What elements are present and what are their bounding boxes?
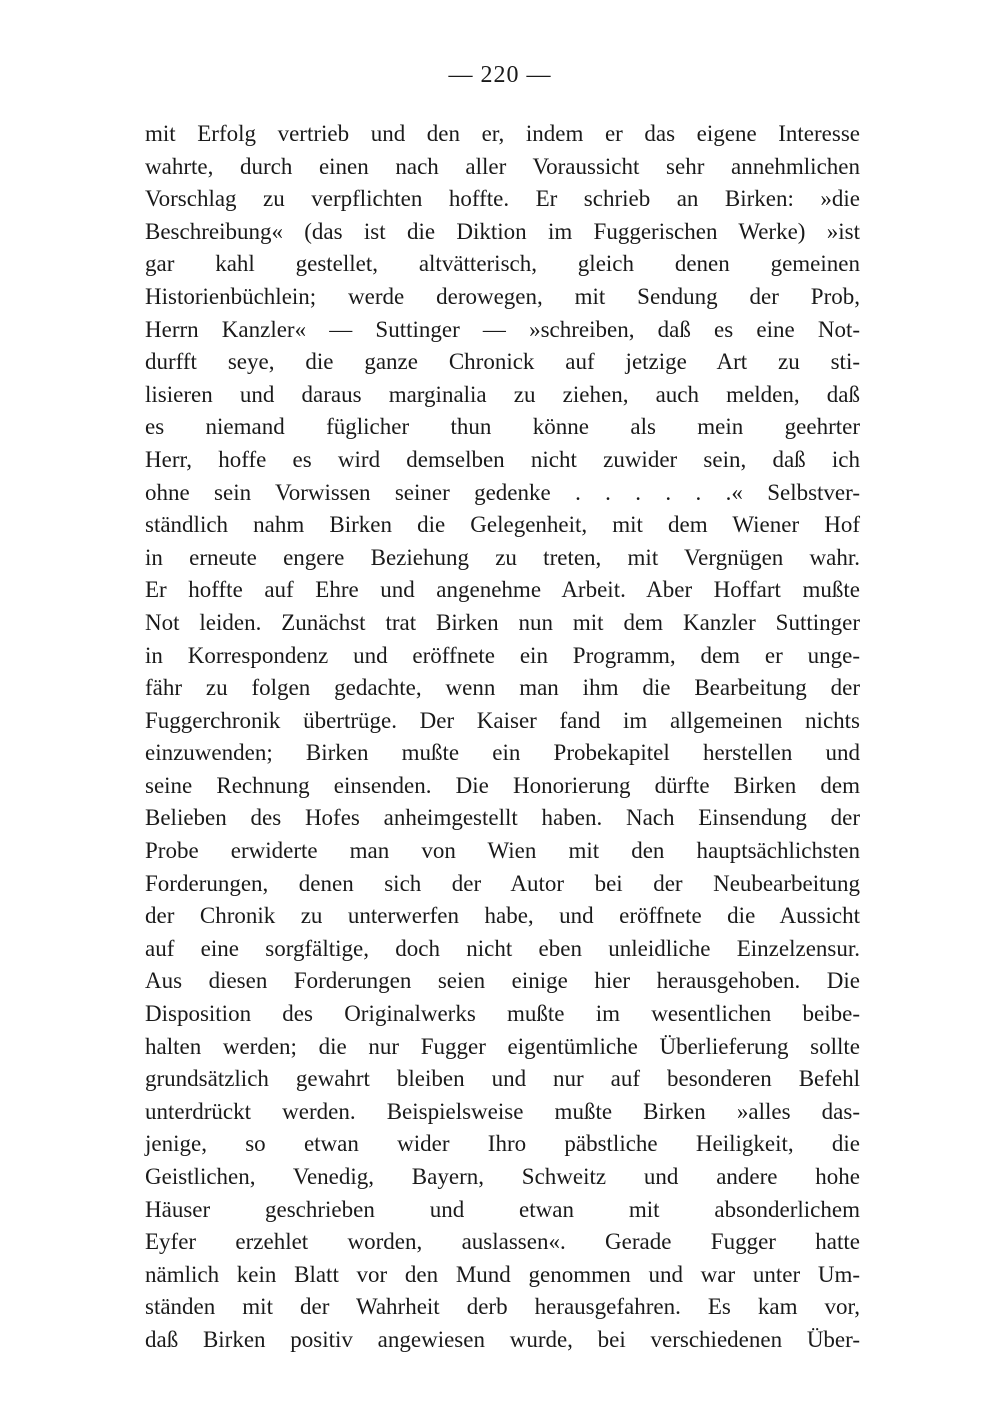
text-line: Probe erwiderte man von Wien mit den hauptsächlichsten (145, 838, 860, 864)
text-line: der Chronik zu unterwerfen habe, und eröffnete die Aussicht (145, 903, 860, 929)
text-line: Forderungen, denen sich der Autor bei der Neubearbeitung (145, 870, 860, 896)
text-line: lisieren und daraus marginalia zu ziehen, auch melden, daß (145, 381, 860, 407)
text-line: Herr, hoffe es wird demselben nicht zuwider sein, daß ich (145, 446, 860, 472)
text-line: es niemand füglicher thun könne als mein geehrter (145, 414, 860, 440)
text-line: gar kahl gestellet, altvätterisch, gleich denen gemeinen (145, 251, 860, 277)
text-line: Vorschlag zu verpflichten hoffte. Er schrieb an Birken: »die (145, 186, 860, 212)
text-line: durfft seye, die ganze Chronick auf jetzige Art zu sti- (145, 349, 860, 375)
text-line: unterdrückt werden. Beispielsweise mußte Birken »alles das- (145, 1098, 860, 1124)
text-line: nämlich kein Blatt vor den Mund genommen und war unter Um- (145, 1261, 860, 1287)
text-line: Fuggerchronik übertrüge. Der Kaiser fand im allgemeinen nichts (145, 707, 860, 733)
text-line: in erneute engere Beziehung zu treten, mit Vergnügen wahr. (145, 544, 860, 570)
body-text (145, 118, 860, 1357)
text-line: ständlich nahm Birken die Gelegenheit, mit dem Wiener Hof (145, 512, 860, 538)
text-line: in Korrespondenz und eröffnete ein Programm, dem er unge- (145, 642, 860, 668)
text-line: Beschreibung« (das ist die Diktion im Fuggerischen Werke) »ist (145, 218, 860, 244)
text-line: daß Birken positiv angewiesen wurde, bei verschiedenen Über- (145, 1326, 860, 1352)
text-line: Eyfer erzehlet worden, auslassen«. Gerade Fugger hatte (145, 1229, 860, 1255)
text-line: Belieben des Hofes anheimgestellt haben. Nach Einsendung der (145, 805, 860, 831)
text-line: grundsätzlich gewahrt bleiben und nur auf besonderen Befehl (145, 1066, 860, 1092)
page-number: — 220 — (448, 62, 552, 88)
text-line: jenige, so etwan wider Ihro päbstliche Heiligkeit, die (145, 1131, 860, 1157)
text-line: auf eine sorgfältige, doch nicht eben unleidliche Einzelzensur. (145, 935, 860, 961)
text-line: seine Rechnung einsenden. Die Honorierung dürfte Birken dem (145, 772, 860, 798)
text-line: wahrte, durch einen nach aller Voraussicht sehr annehmlichen (145, 153, 860, 179)
text-line: Geistlichen, Venedig, Bayern, Schweitz und andere hohe (145, 1164, 860, 1189)
text-line: halten werden; die nur Fugger eigentümliche Überlieferung sollte (145, 1033, 860, 1059)
text-line: ohne sein Vorwissen seiner gedenke . . . . . .« Selbstver- (145, 479, 860, 505)
text-line: Aus diesen Forderungen seien einige hier herausgehoben. Die (145, 968, 860, 994)
text-line: ständen mit der Wahrheit derb herausgefahren. Es kam vor, (145, 1294, 860, 1320)
text-line: Historienbüchlein; werde derowegen, mit Sendung der Prob, (145, 283, 860, 309)
text-line: mit Erfolg vertrieb und den er, indem er das eigene Interesse (145, 121, 860, 146)
text-line: Not leiden. Zunächst trat Birken nun mit dem Kanzler Suttinger (145, 609, 860, 635)
text-line: fähr zu folgen gedachte, wenn man ihm die Bearbeitung der (145, 675, 860, 701)
text-line: Er hoffte auf Ehre und angenehme Arbeit. Aber Hoffart mußte (145, 577, 860, 603)
text-line: Disposition des Originalwerks mußte im wesentlichen beibe- (145, 1001, 860, 1027)
text-line: Herrn Kanzler« — Suttinger — »schreiben, daß es eine Not- (145, 316, 860, 342)
text-line: Häuser geschrieben und etwan mit absonderlichem (145, 1196, 860, 1222)
text-line: einzuwenden; Birken mußte ein Probekapitel herstellen und (145, 740, 860, 766)
